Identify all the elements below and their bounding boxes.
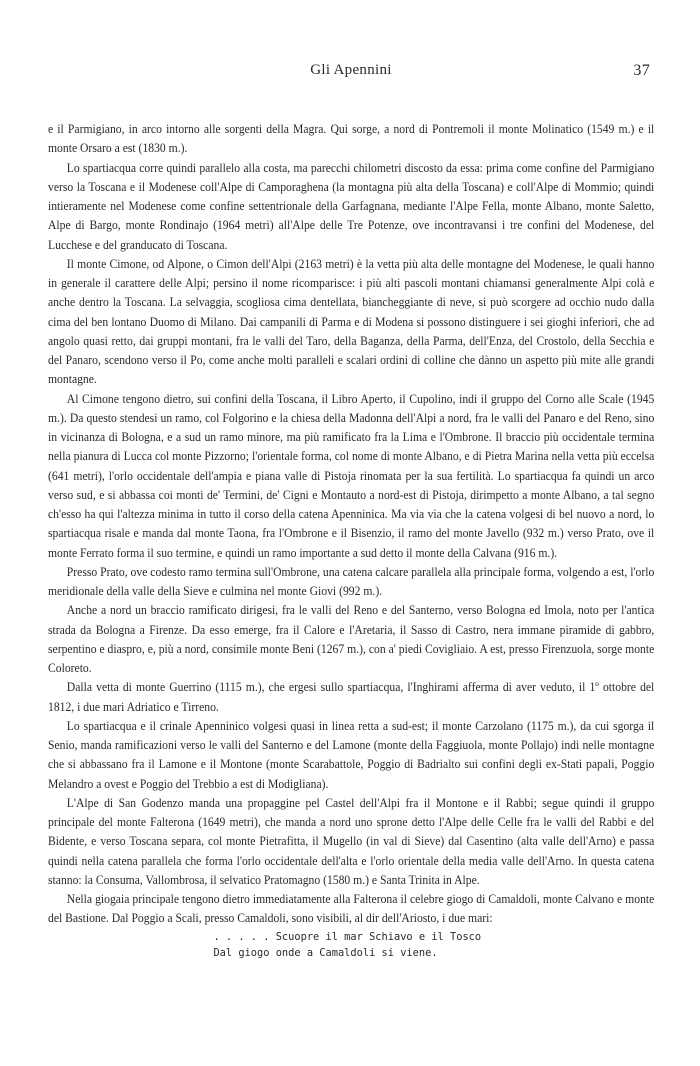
paragraph: Lo spartiacqua e il crinale Apenninico volgesi quasi in linea retta a sud-est; il monte Carzolano (1175 m.), da cui sgorga il Senio, manda ramificazioni verso le valli del Santerno e del Lamone (monte della Faggiuola, monte Pollajo) indi nelle montagne che si abbassano fra il Lamone e il Montone (monte Scarabattole, Poggio di Badrialto sui confini degli ex-Stati papali, Poggio Melandro a ovest e Poggio del Trebbio a est di Modigliana). <box>48 718 655 791</box>
paragraph: Nella giogaia principale tengono dietro immediatamente alla Falterona il celebre giogo di Camaldoli, monte Calvano e monte del Bastione. Dal Poggio a Scali, presso Camaldoli, sono visibili, al dir dell'Ariosto, i due mari: <box>48 892 655 926</box>
verse-line: Dal giogo onde a Camaldoli si viene. <box>213 945 438 959</box>
paragraph: e il Parmigiano, in arco intorno alle sorgenti della Magra. Qui sorge, a nord di Pontremoli il monte Molinatico (1549 m.) e il monte Orsaro a est (1830 m.). <box>48 122 655 156</box>
paragraph: Lo spartiacqua corre quindi parallelo alla costa, ma parecchi chilometri discosto da essa: prima come confine del Parmigiano verso la Toscana e il Modenese coll'Alpe di Camporaghena (la montagna più alta della Toscana) e coll'Alpe di Mommio; quindi intieramente nel Modenese come confine settentrionale della Garfagnana, mediante l'Alpe Fella, monte Albano, monte Saletto, Alpe di Bargo, monte Rondinajo (1964 metri) all'Alpe delle Tre Potenze, ove incontravansi i tre confini del Modenese, del Lucchese e del granducato di Toscana. <box>48 160 655 252</box>
body-text <box>48 120 654 961</box>
paragraph: Dalla vetta di monte Guerrino (1115 m.), che ergesi sullo spartiacqua, l'Inghirami afferma di aver veduto, il 1º ottobre del 1812, i due mari Adriatico e Tirreno. <box>48 680 655 714</box>
paragraph: Al Cimone tengono dietro, sui confini della Toscana, il Libro Aperto, il Cupolino, indi il gruppo del Corno alle Scale (1945 m.). Da questo stendesi un ramo, col Folgorino e la chiesa della Madonna dell'Alpi a nord, fra le valli del Panaro e del Reno, sino in vicinanza di Bologna, e a sud un ramo minore, ma più ramificato fra la Lima e l'Ombrone. Il braccio più occidentale termina nella pianura di Lucca col monte Pizzorno; l'orientale forma, col nome di monte Albano, e di Pietra Marina nella vetta più eccelsa (641 metri), l'orlo occidentale dell'ampia e piana valle di Pistoja rinomata per la sua fertilità. Lo spartiacqua fa quindi un arco verso sud, e si abbassa coi monti de' Termini, de' Cigni e Montauto a nord-est di Pistoja, dirimpetto a monte Albano, a tal segno ch'esso ha qui l'altezza minima in tutto il corso della catena Apenninica. Ma via via che la catena volgesi di bel nuovo a nord, lo spartiacqua risale e manda dal monte Taona, fra l'Ombrone e il Bisenzio, il ramo del monte Javello (932 m.) verso Prato, ove il monte Ferrato forma il suo termine, e quindi un ramo importante a sud detto il monte della Calvana (916 m.). <box>48 391 655 560</box>
paragraph: Presso Prato, ove codesto ramo termina sull'Ombrone, una catena calcare parallela alla principale forma, volgendo a est, l'orlo meridionale della valle della Sieve e culmina nel monte Giovi (992 m.). <box>48 564 655 598</box>
paragraph: L'Alpe di San Godenzo manda una propaggine pel Castel dell'Alpi fra il Montone e il Rabbi; segue quindi il gruppo principale del monte Falterona (1649 metri), che manda a nord uno sprone detto l'Alpe delle Celle fra le valli del Rabbi e del Bidente, e verso Toscana separa, col monte Pietrafitta, il Mugello (in val di Sieve) dal Casentino (alta valle dell'Arno) e passa quindi nella catena parallela che forma l'orlo occidentale dell'alta e l'orlo orientale della media valle dell'Arno. In questa catena stanno: la Consuma, Vallombrosa, il selvatico Pratomagno (1580 m.) e Santa Trinita in Alpe. <box>48 795 655 887</box>
running-title: Gli Apennini <box>310 62 392 78</box>
paragraph: Il monte Cimone, od Alpone, o Cimon dell'Alpi (2163 metri) è la vetta più alta delle montagne del Modenese, le quali hanno in generale il carattere delle Alpi; persino il nome ricomparisce: i più alti pascoli montani chiamansi generalmente Alpi colà e anche dentro la Toscana. La selvaggia, scogliosa cima dentellata, biancheggiante di neve, si può scorgere ad occhio nudo dalla cima del ben lontano Duomo di Milano. Dai campanili di Parma e di Modena si possono distinguere i sei gioghi inferiori, che ad angolo quasi retto, dai gruppi montani, fra le valli del Taro, della Baganza, della Parma, dell'Enza, del Crostolo, della Secchia e del Panaro, scendono verso il Po, come anche molti paralleli e scalari ordini di colline che dànno un aspetto più mite alle grandi montagne. <box>48 256 655 387</box>
page <box>48 0 654 1066</box>
page-number: 37 <box>633 62 650 79</box>
paragraph: Anche a nord un braccio ramificato dirigesi, fra le valli del Reno e del Santerno, verso Bologna ed Imola, noto per l'antica strada da Bologna a Firenze. Da esso emerge, fra il Calore e l'Aretaria, il Sasso di Castro, nera immane piramide di gabbro, serpentino e diaspro, e, più a nord, consimile monte Beni (1267 m.), con a' piedi Covigliaio. A est, presso Firenzuola, sorge monte Coloreto. <box>48 603 655 675</box>
verse-line: . . . . . Scuopre il mar Schiavo e il Tosco <box>213 929 482 943</box>
running-header <box>48 62 654 84</box>
verse-quote <box>213 929 654 961</box>
